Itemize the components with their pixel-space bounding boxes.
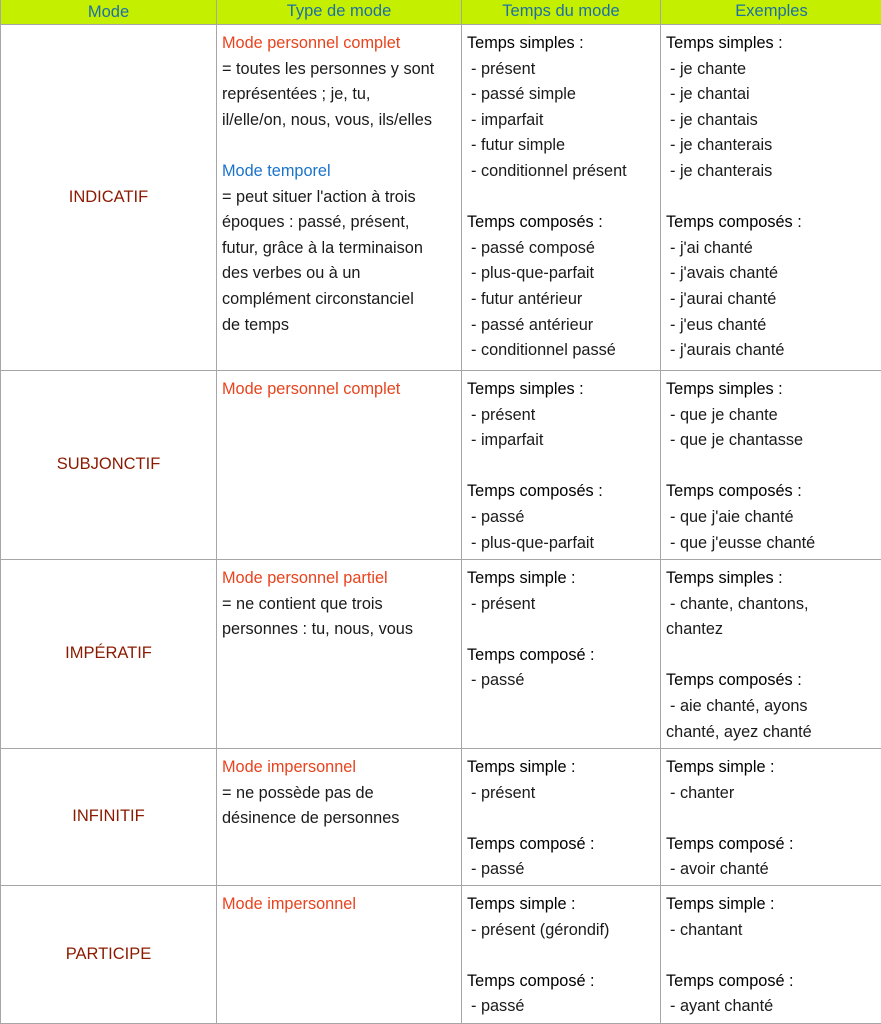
- temps-simple-label: Temps simple :: [467, 758, 576, 776]
- list-item: - conditionnel passé: [471, 341, 616, 360]
- mode-label: INFINITIF: [72, 807, 145, 826]
- ex-compose-label: Temps composé :: [666, 971, 794, 990]
- list-item: - passé: [471, 671, 525, 690]
- type-title: Mode impersonnel: [222, 895, 356, 913]
- mode-cell: [1, 749, 217, 885]
- type-desc-line: futur, grâce à la terminaison: [222, 238, 423, 257]
- ex-simple-label: Temps simples :: [666, 569, 783, 587]
- temps-simple-label: Temps simples :: [467, 380, 584, 398]
- list-item: - futur antérieur: [471, 289, 583, 308]
- temps-cell: [462, 749, 661, 885]
- temps-cell: [462, 25, 661, 370]
- type-desc-line: il/elle/on, nous, vous, ils/elles: [222, 110, 432, 129]
- list-item: - imparfait: [471, 431, 544, 450]
- exemples-cell: [661, 560, 881, 748]
- list-item: - conditionnel présent: [471, 161, 627, 180]
- temps-simple-label: Temps simples :: [467, 34, 584, 52]
- temps-simple-label: Temps simple :: [467, 569, 576, 587]
- list-item: - chante, chantons,: [670, 594, 809, 613]
- table-row-indicatif: [1, 25, 881, 371]
- header-mode: Mode: [1, 0, 217, 24]
- mode-cell: [1, 886, 217, 1023]
- list-item: - aie chanté, ayons: [670, 696, 808, 715]
- list-item: - plus-que-parfait: [471, 533, 595, 552]
- header-row: [1, 0, 881, 25]
- mode-label: PARTICIPE: [65, 944, 152, 963]
- list-item: - passé: [471, 860, 525, 879]
- type-desc-line: personnes : tu, nous, vous: [222, 620, 413, 639]
- type-title-temporel: Mode temporel: [222, 161, 331, 180]
- list-item: chanté, ayez chanté: [666, 722, 812, 741]
- temps-compose-label: Temps composés :: [467, 482, 603, 501]
- mode-cell: [1, 560, 217, 748]
- type-title: Mode personnel partiel: [222, 569, 388, 587]
- ex-compose-label: Temps composés :: [666, 482, 802, 501]
- exemples-cell: [661, 371, 881, 559]
- type-cell: [217, 560, 462, 748]
- list-item: - je chantais: [670, 110, 758, 129]
- list-item: - j'eus chanté: [670, 315, 767, 334]
- list-item: - je chantai: [670, 85, 750, 104]
- list-item: - présent: [471, 405, 536, 424]
- type-desc-line: = ne possède pas de: [222, 783, 374, 802]
- list-item: - je chanterais: [670, 161, 773, 180]
- header-exemples: Exemples: [735, 2, 808, 20]
- type-desc-line: époques : passé, présent,: [222, 213, 410, 232]
- list-item: - passé simple: [471, 85, 576, 104]
- list-item: - présent: [471, 59, 536, 78]
- list-item: - passé composé: [471, 238, 595, 257]
- temps-compose-label: Temps composé :: [467, 971, 595, 990]
- list-item: - que je chante: [670, 405, 778, 424]
- mode-label: INDICATIF: [68, 187, 149, 206]
- temps-cell: [462, 886, 661, 1023]
- list-item: - que j'eusse chanté: [670, 533, 816, 552]
- mode-label: SUBJONCTIF: [56, 455, 161, 474]
- type-title: Mode impersonnel: [222, 758, 356, 776]
- ex-compose-label: Temps composés :: [666, 213, 802, 232]
- type-desc-line: complément circonstanciel: [222, 289, 414, 308]
- ex-simple-label: Temps simples :: [666, 380, 783, 398]
- list-item: - futur simple: [471, 136, 566, 155]
- list-item: - que je chantasse: [670, 431, 804, 450]
- list-item: - chanter: [670, 783, 735, 802]
- type-cell: [217, 749, 462, 885]
- list-item: - que j'aie chanté: [670, 507, 794, 526]
- temps-compose-label: Temps composé :: [467, 645, 595, 664]
- type-title: Mode personnel complet: [222, 34, 401, 52]
- type-cell: [217, 25, 462, 370]
- mode-cell: [1, 371, 217, 559]
- temps-cell: [462, 371, 661, 559]
- list-item: - passé: [471, 997, 525, 1016]
- table-row-subjonctif: [1, 371, 881, 560]
- type-desc-line: = peut situer l'action à trois: [222, 187, 416, 206]
- list-item: - j'avais chanté: [670, 264, 779, 283]
- type-cell: [217, 886, 462, 1023]
- type-desc-line: de temps: [222, 315, 289, 334]
- type-desc-line: des verbes ou à un: [222, 264, 361, 283]
- temps-compose-label: Temps composé :: [467, 834, 595, 853]
- header-type-de-mode: Type de mode: [217, 0, 462, 24]
- list-item: - avoir chanté: [670, 860, 769, 879]
- temps-simple-label: Temps simple :: [467, 895, 576, 913]
- list-item: - j'ai chanté: [670, 238, 753, 257]
- list-item: - présent: [471, 594, 536, 613]
- list-item: - j'aurai chanté: [670, 289, 777, 308]
- type-desc-line: = ne contient que trois: [222, 594, 383, 613]
- list-item: - j'aurais chanté: [670, 341, 785, 360]
- table-row-imperatif: [1, 560, 881, 749]
- type-desc-line: désinence de personnes: [222, 809, 400, 828]
- ex-simple-label: Temps simple :: [666, 758, 775, 776]
- type-title: Mode personnel complet: [222, 380, 401, 398]
- list-item: - passé antérieur: [471, 315, 594, 334]
- list-item: - présent: [471, 783, 536, 802]
- exemples-cell: [661, 25, 881, 370]
- mode-cell: [1, 25, 217, 370]
- type-cell: [217, 371, 462, 559]
- mode-label: IMPÉRATIF: [65, 644, 152, 663]
- list-item: - chantant: [670, 920, 743, 939]
- list-item: - passé: [471, 507, 525, 526]
- temps-compose-label: Temps composés :: [467, 213, 603, 232]
- ex-simple-label: Temps simples :: [666, 34, 783, 52]
- table-row-infinitif: [1, 749, 881, 886]
- ex-compose-label: Temps composés :: [666, 671, 802, 690]
- list-item: - présent (gérondif): [471, 920, 610, 939]
- list-item: chantez: [666, 620, 724, 639]
- ex-compose-label: Temps composé :: [666, 834, 794, 853]
- temps-cell: [462, 560, 661, 748]
- list-item: - je chante: [670, 59, 747, 78]
- list-item: - imparfait: [471, 110, 544, 129]
- exemples-cell: [661, 886, 881, 1023]
- type-desc-line: représentées ; je, tu,: [222, 85, 371, 104]
- header-temps-du-mode: Temps du mode: [462, 0, 661, 24]
- exemples-cell: [661, 749, 881, 885]
- list-item: - ayant chanté: [670, 997, 774, 1016]
- table-row-participe: [1, 886, 881, 1024]
- ex-simple-label: Temps simple :: [666, 895, 775, 913]
- list-item: - je chanterais: [670, 136, 773, 155]
- type-desc-line: = toutes les personnes y sont: [222, 59, 435, 78]
- list-item: - plus-que-parfait: [471, 264, 595, 283]
